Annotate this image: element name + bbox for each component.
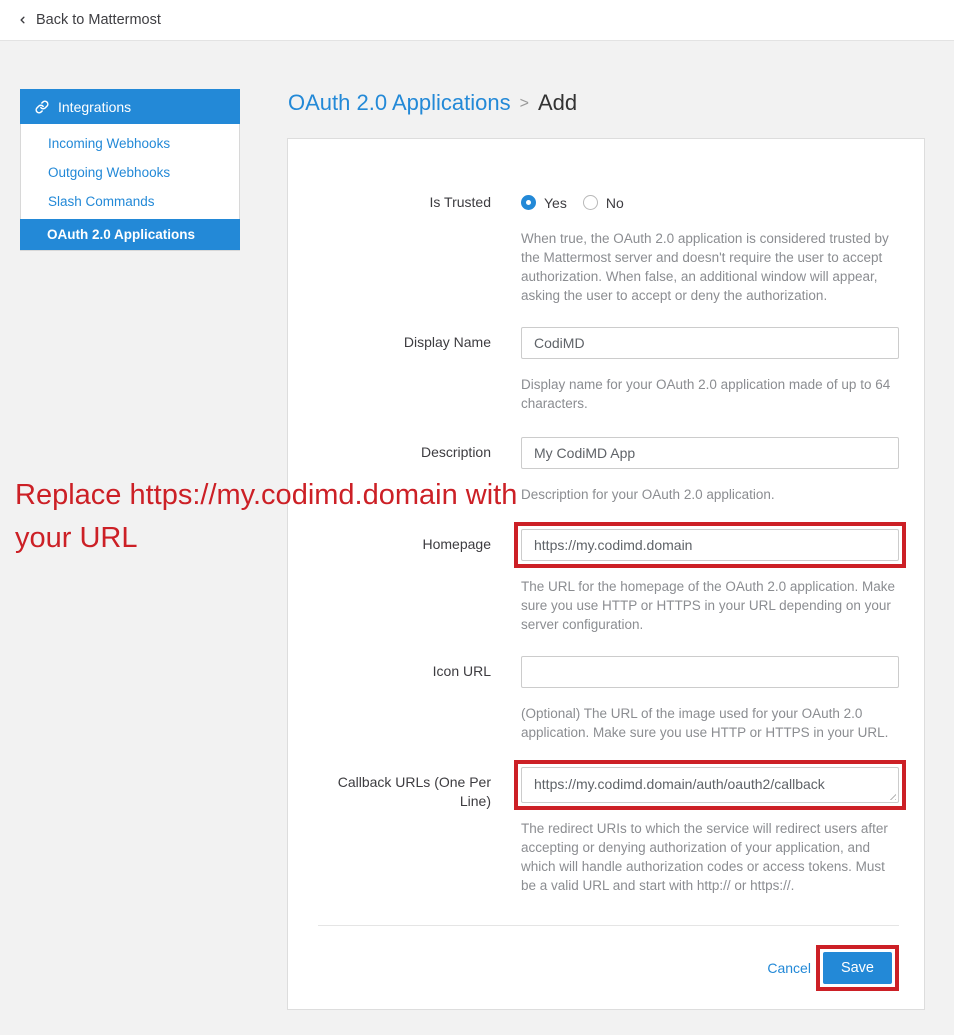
sidebar-item-oauth-applications[interactable]: OAuth 2.0 Applications	[20, 219, 240, 250]
topbar	[0, 0, 954, 41]
icon-url-help-text: (Optional) The URL of the image used for your OAuth 2.0 application. Make sure you use HTTP or HTTPS in your URL.	[521, 706, 889, 740]
breadcrumb-separator: >	[519, 95, 529, 112]
callback-urls-row	[307, 767, 899, 895]
is-trusted-row	[307, 191, 899, 305]
back-to-mattermost-link[interactable]	[17, 12, 161, 28]
description-help-text: Description for your OAuth 2.0 application.	[521, 487, 775, 502]
homepage-help-text: The URL for the homepage of the OAuth 2.0 application. Make sure you use HTTP or HTTPS in your URL depending on your server configuration.	[521, 579, 895, 632]
breadcrumb	[288, 90, 577, 116]
icon-url-input[interactable]	[521, 656, 899, 688]
sidebar	[20, 89, 240, 251]
callback-urls-textarea[interactable]	[521, 767, 899, 803]
homepage-row	[307, 529, 899, 634]
homepage-highlight-box	[514, 522, 906, 568]
is-trusted-yes-radio[interactable]	[521, 195, 536, 210]
oauth-add-form-panel	[287, 138, 925, 1010]
is-trusted-no-label[interactable]: No	[605, 194, 624, 211]
sidebar-header-label: Integrations	[58, 98, 132, 115]
chevron-left-icon	[17, 13, 28, 27]
is-trusted-radio-group	[521, 191, 899, 213]
is-trusted-yes-label[interactable]: Yes	[544, 194, 567, 211]
description-row	[307, 437, 899, 504]
icon-url-label: Icon URL	[432, 663, 491, 679]
homepage-input[interactable]	[521, 529, 899, 561]
footer-divider	[318, 925, 899, 926]
sidebar-header-integrations	[20, 89, 240, 124]
is-trusted-label: Is Trusted	[429, 194, 491, 210]
callback-urls-highlight-box	[514, 760, 906, 810]
sidebar-list	[20, 124, 240, 251]
annotation-replace-url: Replace https://my.codimd.domain with your URL	[15, 479, 518, 554]
display-name-row	[307, 327, 899, 413]
is-trusted-help-text: When true, the OAuth 2.0 application is considered trusted by the Mattermost server and doesn't require the user to accept authorization. When false, an additional window will appear, asking the user to accept or deny the authorization.	[521, 231, 889, 303]
description-input[interactable]	[521, 437, 899, 469]
callback-urls-help-text: The redirect URIs to which the service will redirect users after accepting or denying authorization of your application, and which will handle authorization codes or access tokens. Must be a valid URL and start with http:// or https://.	[521, 821, 888, 893]
cancel-button[interactable]: Cancel	[767, 960, 811, 976]
display-name-label: Display Name	[403, 334, 491, 350]
description-label: Description	[420, 444, 491, 460]
sidebar-item-incoming-webhooks[interactable]: Incoming Webhooks	[48, 136, 171, 151]
page-title: Add	[537, 90, 578, 115]
callback-urls-label: Callback URLs (One Per Line)	[337, 774, 491, 809]
link-icon	[35, 100, 49, 114]
sidebar-item-slash-commands[interactable]: Slash Commands	[48, 194, 155, 209]
back-link-label: Back to Mattermost	[36, 12, 161, 28]
display-name-input[interactable]	[521, 327, 899, 359]
is-trusted-no-radio[interactable]	[583, 195, 598, 210]
display-name-help-text: Display name for your OAuth 2.0 application made of up to 64 characters.	[521, 377, 891, 411]
save-button[interactable]: Save	[823, 952, 892, 984]
form-footer	[307, 952, 899, 984]
save-highlight-box	[816, 945, 899, 991]
sidebar-item-outgoing-webhooks[interactable]: Outgoing Webhooks	[48, 165, 171, 180]
breadcrumb-oauth-applications-link[interactable]: OAuth 2.0 Applications	[288, 90, 511, 115]
homepage-label: Homepage	[422, 536, 491, 552]
icon-url-row	[307, 656, 899, 742]
